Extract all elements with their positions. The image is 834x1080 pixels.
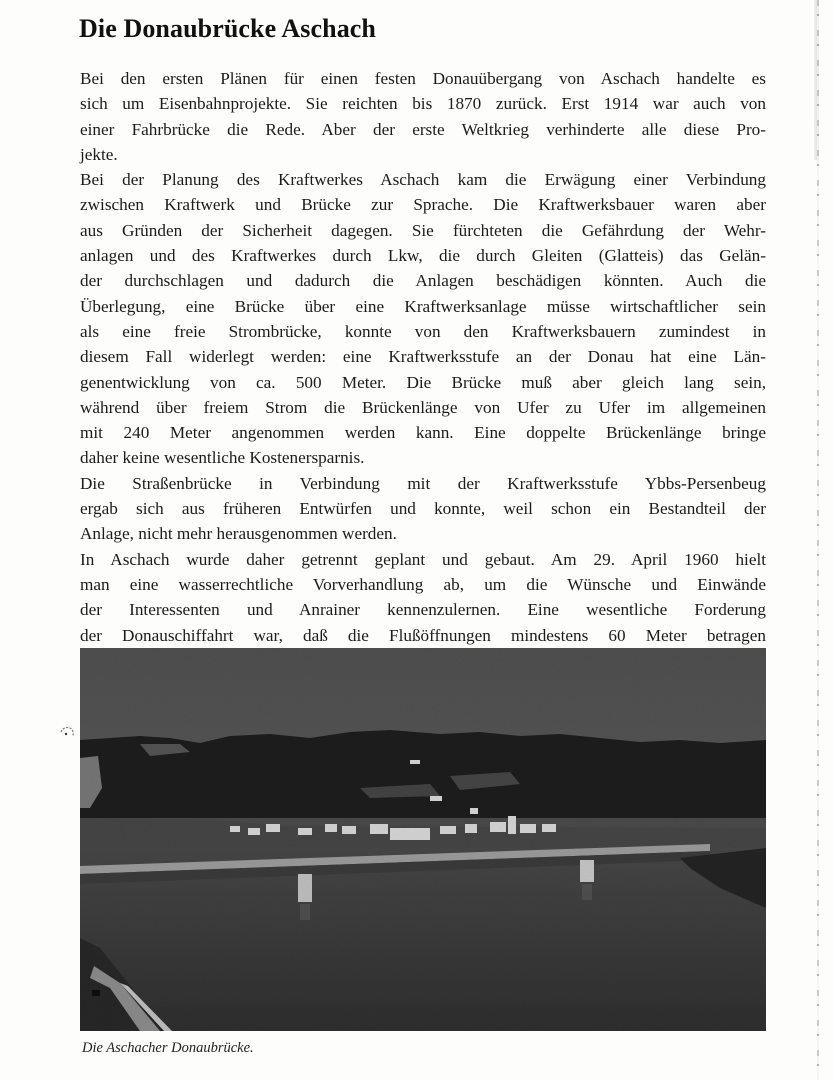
text-line: sich um Eisenbahnprojekte. Sie reichten bis 1870 zurück. Erst 1914 war auch von <box>80 94 766 114</box>
paragraph-2 <box>80 167 766 471</box>
text-line: der Donauschiffahrt war, daß die Flußöffnungen mindestens 60 Meter betragen <box>80 625 766 645</box>
text-line: man eine wasserrechtliche Vorverhandlung ab, um die Wünsche und Einwände <box>80 574 766 594</box>
text-line: In Aschach wurde daher getrennt geplant und gebaut. Am 29. April 1960 hielt <box>80 549 766 569</box>
scan-smudge <box>58 724 78 740</box>
photo-bridge-pier <box>580 860 594 882</box>
text-line: einer Fahrbrücke die Rede. Aber der erste Weltkrieg verhinderte alle diese Pro- <box>80 119 766 139</box>
bridge-photo <box>80 648 766 1031</box>
bridge-photo-illustration <box>80 648 766 1031</box>
text-line: genentwicklung von ca. 500 Meter. Die Brücke muß aber gleich lang sein, <box>80 372 766 392</box>
text-line: der durchschlagen und dadurch die Anlagen beschädigen könnten. Auch die <box>80 271 766 291</box>
text-line: Bei der Planung des Kraftwerkes Aschach kam die Erwägung einer Verbindung <box>80 170 766 190</box>
text-line: mit 240 Meter angenommen werden kann. Eine doppelte Brückenlänge bringe <box>80 423 766 443</box>
page-title: Die Donaubrücke Aschach <box>79 14 376 43</box>
text-line: jekte. <box>80 144 118 164</box>
text-line: diesem Fall widerlegt werden: eine Kraftwerksstufe an der Donau hat eine Län- <box>80 347 766 367</box>
photo-bridge-pier <box>298 874 312 902</box>
text-line: daher keine wesentliche Kostenersparnis. <box>80 448 365 468</box>
text-line: Überlegung, eine Brücke über eine Kraftwerksanlage müsse wirtschaftlicher sein <box>80 296 766 316</box>
text-line: während über freiem Strom die Brückenlänge von Ufer zu Ufer im allgemeinen <box>80 397 766 417</box>
text-line: anlagen und des Kraftwerkes durch Lkw, die durch Gleiten (Glatteis) das Gelän- <box>80 246 766 266</box>
text-line: aus Gründen der Sicherheit dagegen. Sie fürchteten die Gefährdung der Wehr- <box>80 220 766 240</box>
figure-caption: Die Aschacher Donaubrücke. <box>82 1040 254 1056</box>
paragraph-1 <box>80 66 766 167</box>
text-line: der Interessenten und Anrainer kennenzulernen. Eine wesentliche Forderung <box>80 600 766 620</box>
article-body <box>80 66 766 648</box>
paragraph-4 <box>80 547 766 648</box>
text-line: zwischen Kraftwerk und Brücke zur Sprache. Die Kraftwerksbauer waren aber <box>80 195 766 215</box>
text-line: als eine freie Strombrücke, konnte von den Kraftwerksbauern zumindest in <box>80 321 766 341</box>
text-line: Die Straßenbrücke in Verbindung mit der Kraftwerksstufe Ybbs-Persenbeug <box>80 473 766 493</box>
text-line: Anlage, nicht mehr herausgenommen werden. <box>80 524 397 544</box>
text-line: ergab sich aus früheren Entwürfen und konnte, weil schon ein Bestandteil der <box>80 499 766 519</box>
text-line: Bei den ersten Plänen für einen festen Donauübergang von Aschach handelte es <box>80 69 766 88</box>
page-edge-line <box>817 0 819 1080</box>
paragraph-3 <box>80 471 766 547</box>
